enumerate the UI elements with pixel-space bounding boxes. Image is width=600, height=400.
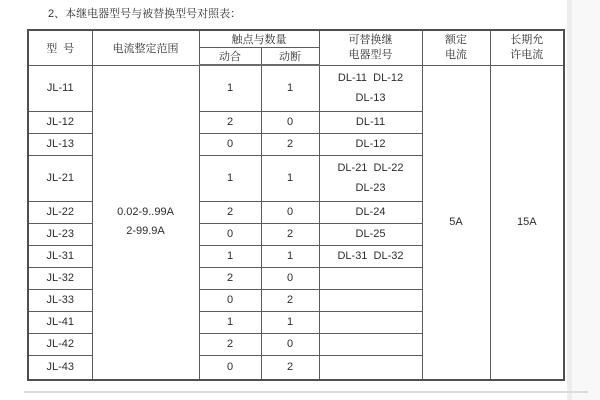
replace-line: DL-12 <box>355 138 386 150</box>
contact-no-cell: 1 <box>199 155 261 201</box>
col-header-longterm-line2: 许电流 <box>510 48 544 61</box>
table-row <box>28 65 564 111</box>
col-header-contacts-no: 动合 <box>199 48 261 66</box>
contact-nc-cell: 0 <box>261 333 319 355</box>
replace-line: DL-11 <box>355 116 386 128</box>
page-right-margin <box>572 0 600 400</box>
col-header-longterm <box>490 30 564 65</box>
model-cell: JL-43 <box>28 355 92 380</box>
current-range-line1: 0.02-9..99A <box>117 206 174 219</box>
model-cell: JL-23 <box>28 223 92 245</box>
contact-nc-cell: 2 <box>261 355 319 380</box>
replace-line: DL-13 <box>355 92 386 104</box>
col-header-contacts-nc: 动断 <box>261 48 319 66</box>
model-cell: JL-31 <box>28 245 92 267</box>
model-cell: JL-13 <box>28 133 92 155</box>
contact-no-cell: 1 <box>199 245 261 267</box>
contact-nc-cell: 1 <box>261 65 319 111</box>
model-cell: JL-11 <box>28 65 92 111</box>
contact-no-cell: 2 <box>199 111 261 133</box>
col-header-rated <box>422 30 490 65</box>
section-title: 2、本继电器型号与被替换型号对照表： <box>48 8 242 20</box>
contact-no-cell: 2 <box>199 333 261 355</box>
col-header-replaceable <box>319 30 422 65</box>
col-header-replaceable-line1: 可替换继 <box>348 33 393 46</box>
table-header <box>28 30 564 65</box>
replace-cell <box>319 245 422 267</box>
replace-cell <box>319 133 422 155</box>
replace-cell <box>319 65 422 111</box>
model-cell: JL-12 <box>28 111 92 133</box>
relay-comparison-table <box>27 29 565 381</box>
replace-cell <box>319 155 422 201</box>
col-header-current-range: 电流整定范围 <box>92 30 199 65</box>
current-range-line2: 2-99.9A <box>126 225 165 238</box>
contact-nc-cell: 2 <box>261 223 319 245</box>
col-header-rated-line2: 电流 <box>445 48 467 61</box>
replace-line: DL-31 DL-32 <box>337 250 404 262</box>
contact-no-cell: 1 <box>199 65 261 111</box>
model-cell: JL-32 <box>28 267 92 289</box>
table-body <box>28 65 564 380</box>
contact-nc-cell: 0 <box>261 201 319 223</box>
replace-line: DL-21 DL-22 <box>337 162 404 174</box>
replace-cell <box>319 223 422 245</box>
replace-cell <box>319 355 422 380</box>
page-edge-vertical-line <box>567 0 572 400</box>
contact-nc-cell: 1 <box>261 245 319 267</box>
contact-no-cell: 0 <box>199 289 261 311</box>
page-edge-bottom-line <box>24 391 588 393</box>
replace-line: DL-11 DL-12 <box>337 72 404 84</box>
replace-line: DL-25 <box>355 228 386 240</box>
rated-current-cell: 5A <box>422 65 490 380</box>
replace-cell <box>319 311 422 333</box>
replace-cell <box>319 289 422 311</box>
contact-nc-cell: 0 <box>261 111 319 133</box>
col-header-longterm-line1: 长期允 <box>510 33 544 46</box>
replace-cell <box>319 333 422 355</box>
model-cell: JL-33 <box>28 289 92 311</box>
contact-nc-cell: 2 <box>261 133 319 155</box>
col-header-replaceable-line2: 电器型号 <box>348 48 393 61</box>
col-header-model: 型 号 <box>28 30 92 65</box>
contact-no-cell: 1 <box>199 311 261 333</box>
contact-no-cell: 2 <box>199 267 261 289</box>
replace-cell <box>319 201 422 223</box>
model-cell: JL-42 <box>28 333 92 355</box>
model-cell: JL-21 <box>28 155 92 201</box>
header-row-1 <box>28 30 564 48</box>
replace-cell <box>319 111 422 133</box>
contact-no-cell: 0 <box>199 355 261 380</box>
replace-cell <box>319 267 422 289</box>
contact-no-cell: 0 <box>199 133 261 155</box>
contact-nc-cell: 0 <box>261 267 319 289</box>
replace-line: DL-23 <box>355 182 386 194</box>
contact-nc-cell: 1 <box>261 311 319 333</box>
col-header-contacts-group: 触点与数量 <box>199 30 319 48</box>
longterm-current-cell: 15A <box>490 65 564 380</box>
contact-nc-cell: 2 <box>261 289 319 311</box>
model-cell: JL-41 <box>28 311 92 333</box>
col-header-rated-line1: 额定 <box>445 33 467 46</box>
replace-line: DL-24 <box>355 206 386 218</box>
contact-no-cell: 2 <box>199 201 261 223</box>
contact-no-cell: 0 <box>199 223 261 245</box>
current-range-cell <box>92 65 199 380</box>
contact-nc-cell: 1 <box>261 155 319 201</box>
model-cell: JL-22 <box>28 201 92 223</box>
